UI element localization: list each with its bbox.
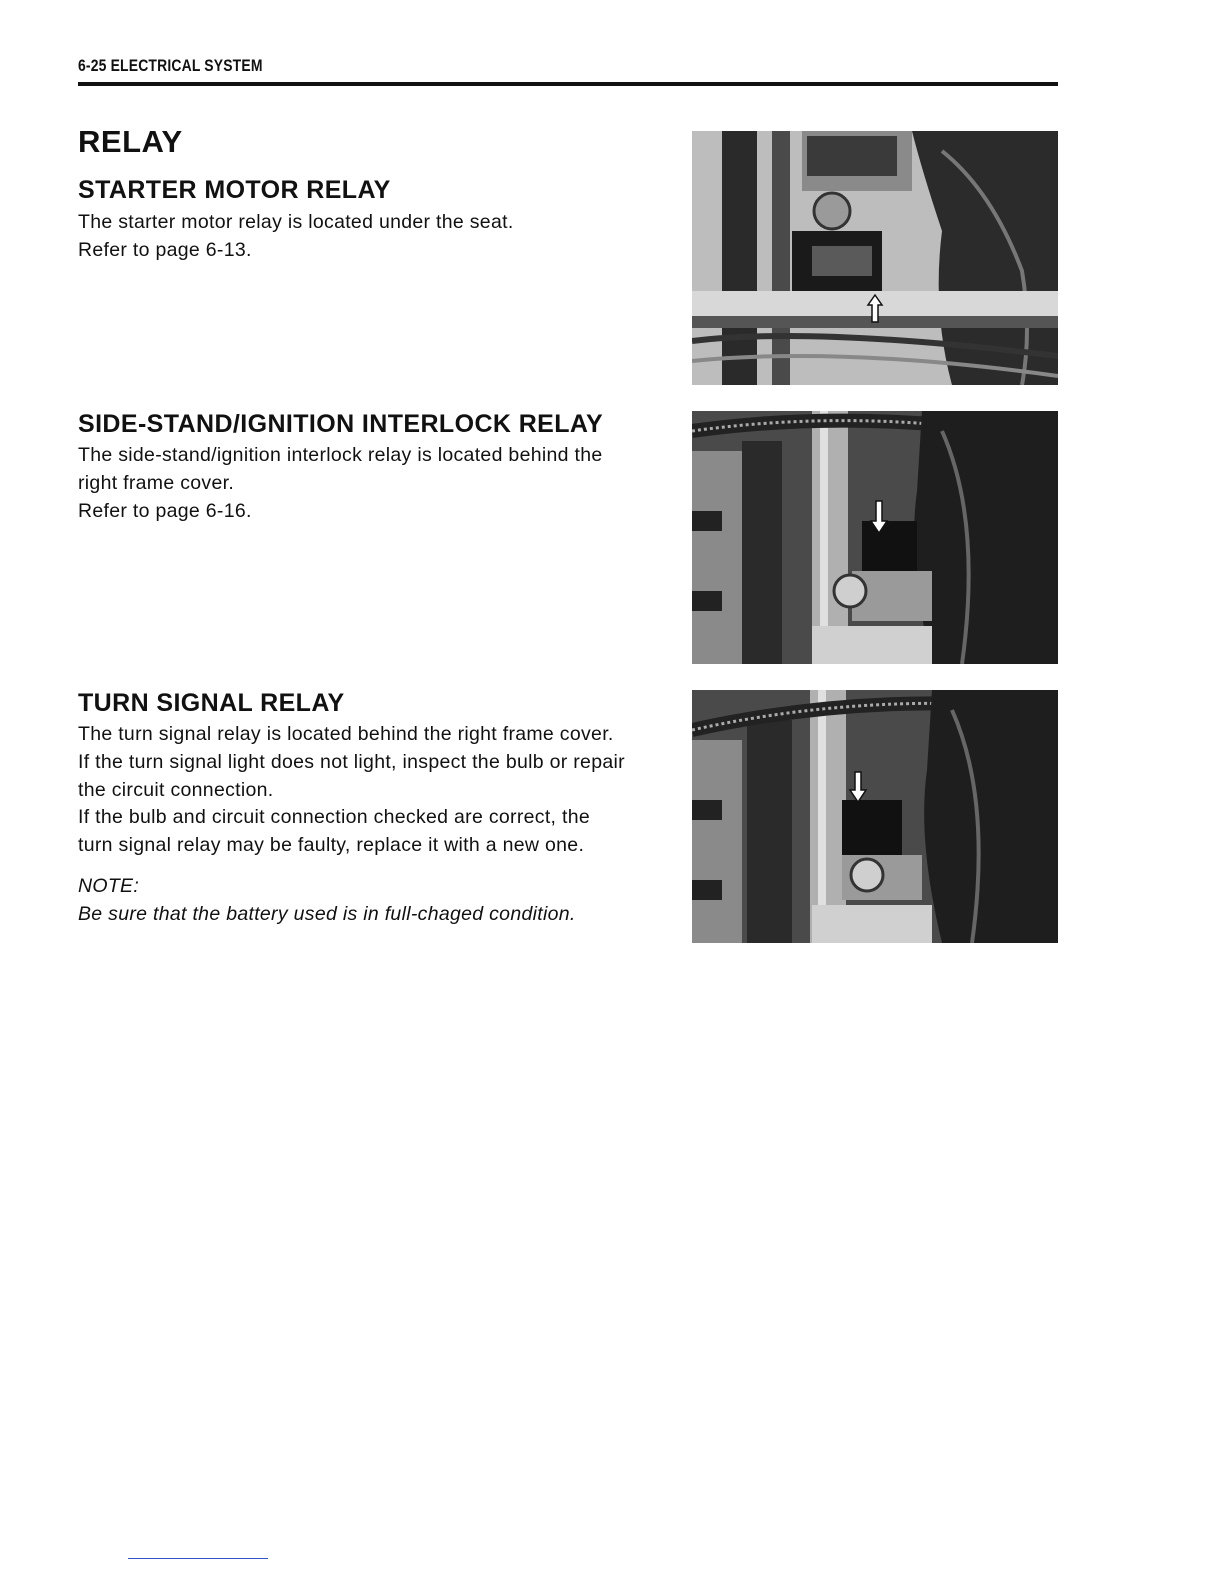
- turn-line-2: If the turn signal light does not light, inspect the bulb or repair: [78, 751, 625, 773]
- turn-relay-photo: [692, 690, 1058, 943]
- note-label: NOTE:: [78, 875, 140, 897]
- sidestand-line-1: The side-stand/ignition interlock relay is located behind the: [78, 444, 603, 466]
- turn-line-4: If the bulb and circuit connection checked are correct, the: [78, 806, 590, 828]
- sidestand-line-2: right frame cover.: [78, 472, 235, 494]
- starter-line-1: The starter motor relay is located under the seat.: [78, 211, 514, 233]
- starter-heading: STARTER MOTOR RELAY: [78, 176, 391, 204]
- sidestand-heading: SIDE-STAND/IGNITION INTERLOCK RELAY: [78, 410, 604, 438]
- starter-line-2: Refer to page 6-13.: [78, 239, 252, 261]
- turn-line-1: The turn signal relay is located behind the right frame cover.: [78, 723, 614, 745]
- footer-line: [128, 1558, 268, 1559]
- sidestand-line-3: Refer to page 6-16.: [78, 500, 252, 522]
- sidestand-relay-photo: [692, 411, 1058, 664]
- page-header: [78, 56, 1058, 86]
- note-text: Be sure that the battery used is in full-chaged condition.: [78, 903, 576, 925]
- page-header-title: 6-25 ELECTRICAL SYSTEM: [78, 56, 263, 75]
- turn-line-5: turn signal relay may be faulty, replace it with a new one.: [78, 834, 585, 856]
- turn-line-3: the circuit connection.: [78, 779, 274, 801]
- page-title: RELAY: [78, 124, 183, 159]
- turn-heading: TURN SIGNAL RELAY: [78, 689, 345, 717]
- starter-relay-photo: [692, 131, 1058, 385]
